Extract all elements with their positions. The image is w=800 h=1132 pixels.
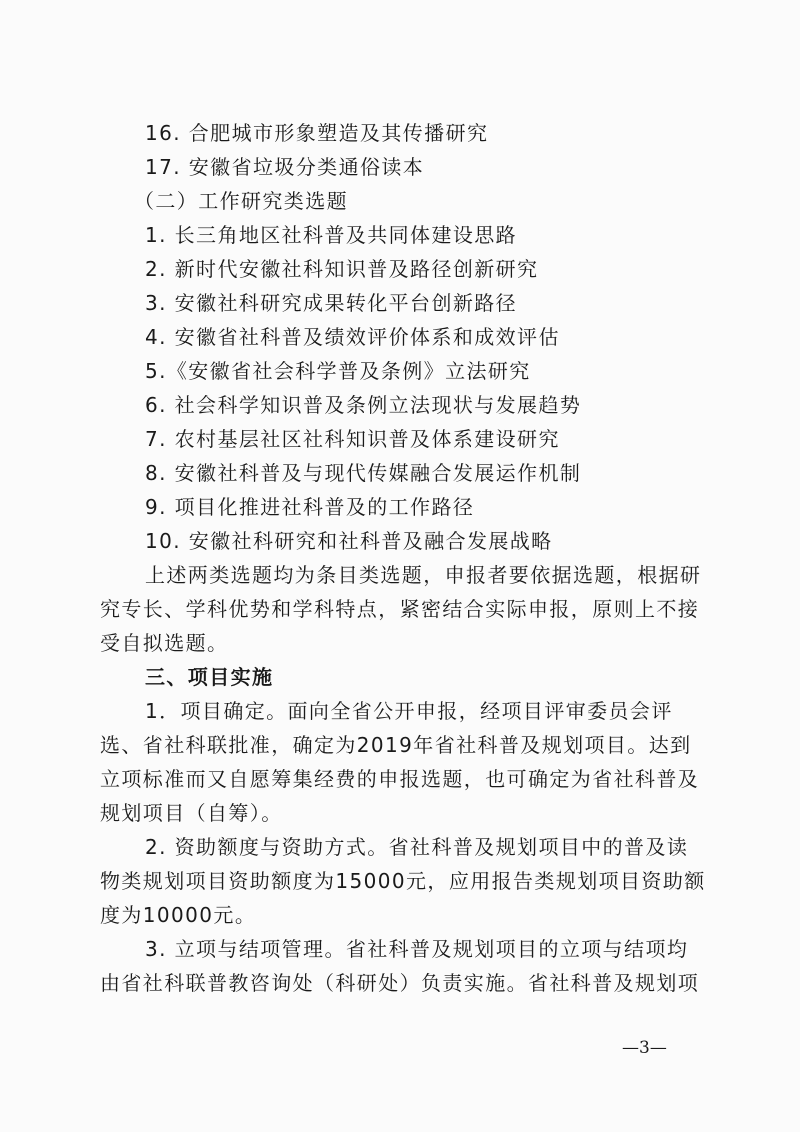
- paragraph-project-confirmation: 规划项目（自筹）。: [100, 801, 283, 825]
- section-heading-implementation: 三、项目实施: [145, 665, 274, 689]
- topic-17: 17. 安徽省垃圾分类通俗读本: [145, 155, 425, 179]
- paragraph-topics-note: 受自拟选题。: [100, 631, 229, 655]
- paragraph-topics-note: 究专长、学科优势和学科特点，紧密结合实际申报，原则上不接: [100, 597, 700, 621]
- paragraph-project-confirmation: 立项标准而又自愿筹集经费的申报选题，也可确定为省社科普及: [100, 767, 700, 791]
- work-topic-10: 10. 安徽社科研究和社科普及融合发展战略: [145, 529, 553, 553]
- topic-16: 16. 合肥城市形象塑造及其传播研究: [145, 121, 489, 145]
- page-number: —3—: [622, 1038, 667, 1058]
- paragraph-project-confirmation: 选、省社科联批准，确定为2019年省社科普及规划项目。达到: [100, 733, 692, 757]
- work-topic-4: 4. 安徽省社科普及绩效评价体系和成效评估: [145, 325, 560, 349]
- paragraph-funding: 度为10000元。: [100, 903, 257, 927]
- work-topic-1: 1. 长三角地区社科普及共同体建设思路: [145, 223, 518, 247]
- work-topic-2: 2. 新时代安徽社科知识普及路径创新研究: [145, 257, 539, 281]
- paragraph-funding: 物类规划项目资助额度为15000元，应用报告类规划项目资助额: [100, 869, 706, 893]
- paragraph-topics-note: 上述两类选题均为条目类选题，申报者要依据选题，根据研: [145, 563, 702, 587]
- work-topic-3: 3. 安徽社科研究成果转化平台创新路径: [145, 291, 518, 315]
- paragraph-project-confirmation: 1．项目确定。面向全省公开申报，经项目评审委员会评: [145, 699, 673, 723]
- work-topic-8: 8. 安徽社科普及与现代传媒融合发展运作机制: [145, 461, 582, 485]
- section-heading-work-research: （二）工作研究类选题: [134, 189, 348, 213]
- work-topic-6: 6. 社会科学知识普及条例立法现状与发展趋势: [145, 393, 582, 417]
- paragraph-funding: 2. 资助额度与资助方式。省社科普及规划项目中的普及读: [145, 835, 689, 859]
- paragraph-management: 3. 立项与结项管理。省社科普及规划项目的立项与结项均: [145, 937, 689, 961]
- work-topic-7: 7. 农村基层社区社科知识普及体系建设研究: [145, 427, 560, 451]
- work-topic-9: 9. 项目化推进社科普及的工作路径: [145, 495, 475, 519]
- work-topic-5: 5.《安徽省社会科学普及条例》立法研究: [145, 359, 531, 383]
- paragraph-management: 由省社科联普教咨询处（科研处）负责实施。省社科普及规划项: [100, 971, 700, 995]
